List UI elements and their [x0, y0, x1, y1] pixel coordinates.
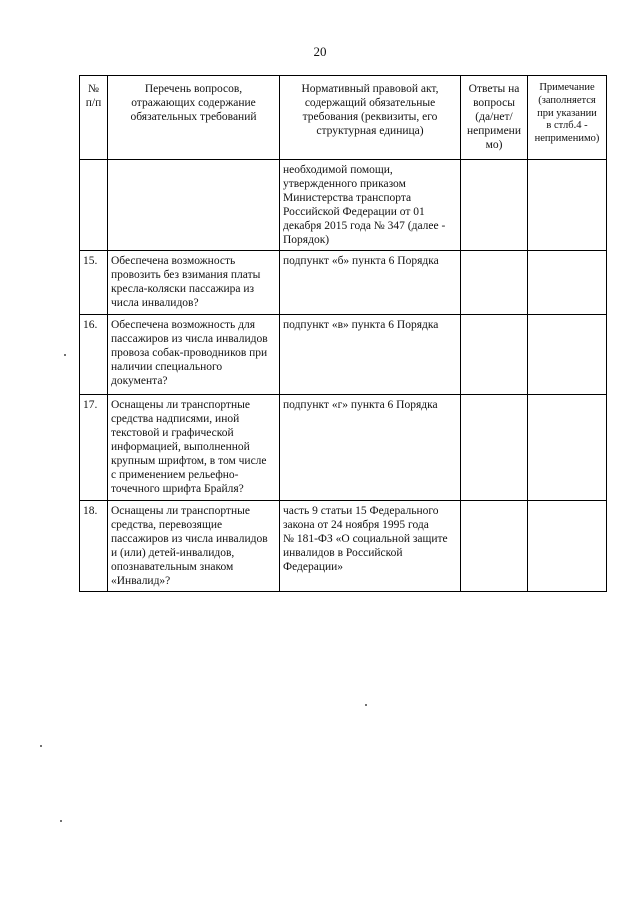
- table-row: [80, 395, 607, 501]
- row-legal-act: подпункт «б» пункта 6 Порядка: [280, 251, 461, 315]
- row-number: 18.: [80, 501, 108, 592]
- row-legal-act: подпункт «в» пункта 6 Порядка: [280, 315, 461, 395]
- header-number: № п/п: [80, 76, 108, 160]
- scan-speck: [60, 820, 62, 822]
- row-question: Обеспечена возможность провозить без взимания платы кресла-коляски пассажира из числа инвалидов?: [108, 251, 280, 315]
- row-note-cell[interactable]: [528, 251, 607, 315]
- row-answer-cell[interactable]: [461, 395, 528, 501]
- row-answer-cell[interactable]: [461, 501, 528, 592]
- row-answer-cell[interactable]: [461, 315, 528, 395]
- requirements-checklist-table: [79, 75, 607, 592]
- scan-speck: [40, 745, 42, 747]
- row-answer-cell[interactable]: [461, 160, 528, 251]
- page-number: 20: [313, 44, 327, 59]
- row-number: 16.: [80, 315, 108, 395]
- table-row: [80, 160, 607, 251]
- row-answer-cell[interactable]: [461, 251, 528, 315]
- row-question: Оснащены ли транспортные средства, перевозящие пассажиров из числа инвалидов и (или) детей-инвалидов, опознавательным знаком «Инвалид»?: [108, 501, 280, 592]
- scan-speck: [64, 354, 66, 356]
- header-question-list: Перечень вопросов, отражающих содержание обязательных требований: [108, 76, 280, 160]
- row-question: Оснащены ли транспортные средства надписями, иной текстовой и графической информацией, выполненной крупным шрифтом, в том числе с применением рельефно- точечного шрифта Брайля?: [108, 395, 280, 501]
- row-legal-act: подпункт «г» пункта 6 Порядка: [280, 395, 461, 501]
- row-note-cell[interactable]: [528, 315, 607, 395]
- row-number: 17.: [80, 395, 108, 501]
- table-row: [80, 315, 607, 395]
- row-note-cell[interactable]: [528, 395, 607, 501]
- header-note: Примечание (заполняется при указании в стлб.4 - неприменимо): [528, 76, 607, 160]
- row-number: 15.: [80, 251, 108, 315]
- row-number: [80, 160, 108, 251]
- row-note-cell[interactable]: [528, 501, 607, 592]
- header-legal-act: Нормативный правовой акт, содержащий обязательные требования (реквизиты, его структурная единица): [280, 76, 461, 160]
- row-legal-act: часть 9 статьи 15 Федерального закона от 24 ноября 1995 года № 181-ФЗ «О социальной защите инвалидов в Российской Федерации»: [280, 501, 461, 592]
- row-note-cell[interactable]: [528, 160, 607, 251]
- row-question: [108, 160, 280, 251]
- table-row: [80, 251, 607, 315]
- table-row: [80, 501, 607, 592]
- header-answers: Ответы на вопросы (да/нет/ непримени мо): [461, 76, 528, 160]
- row-legal-act: необходимой помощи, утвержденного приказом Министерства транспорта Российской Федерации от 01 декабря 2015 года № 347 (далее - Порядок): [280, 160, 461, 251]
- row-question: Обеспечена возможность для пассажиров из числа инвалидов провоза собак-проводников при наличии специального документа?: [108, 315, 280, 395]
- table-header-row: [80, 76, 607, 160]
- scan-speck: [365, 704, 367, 706]
